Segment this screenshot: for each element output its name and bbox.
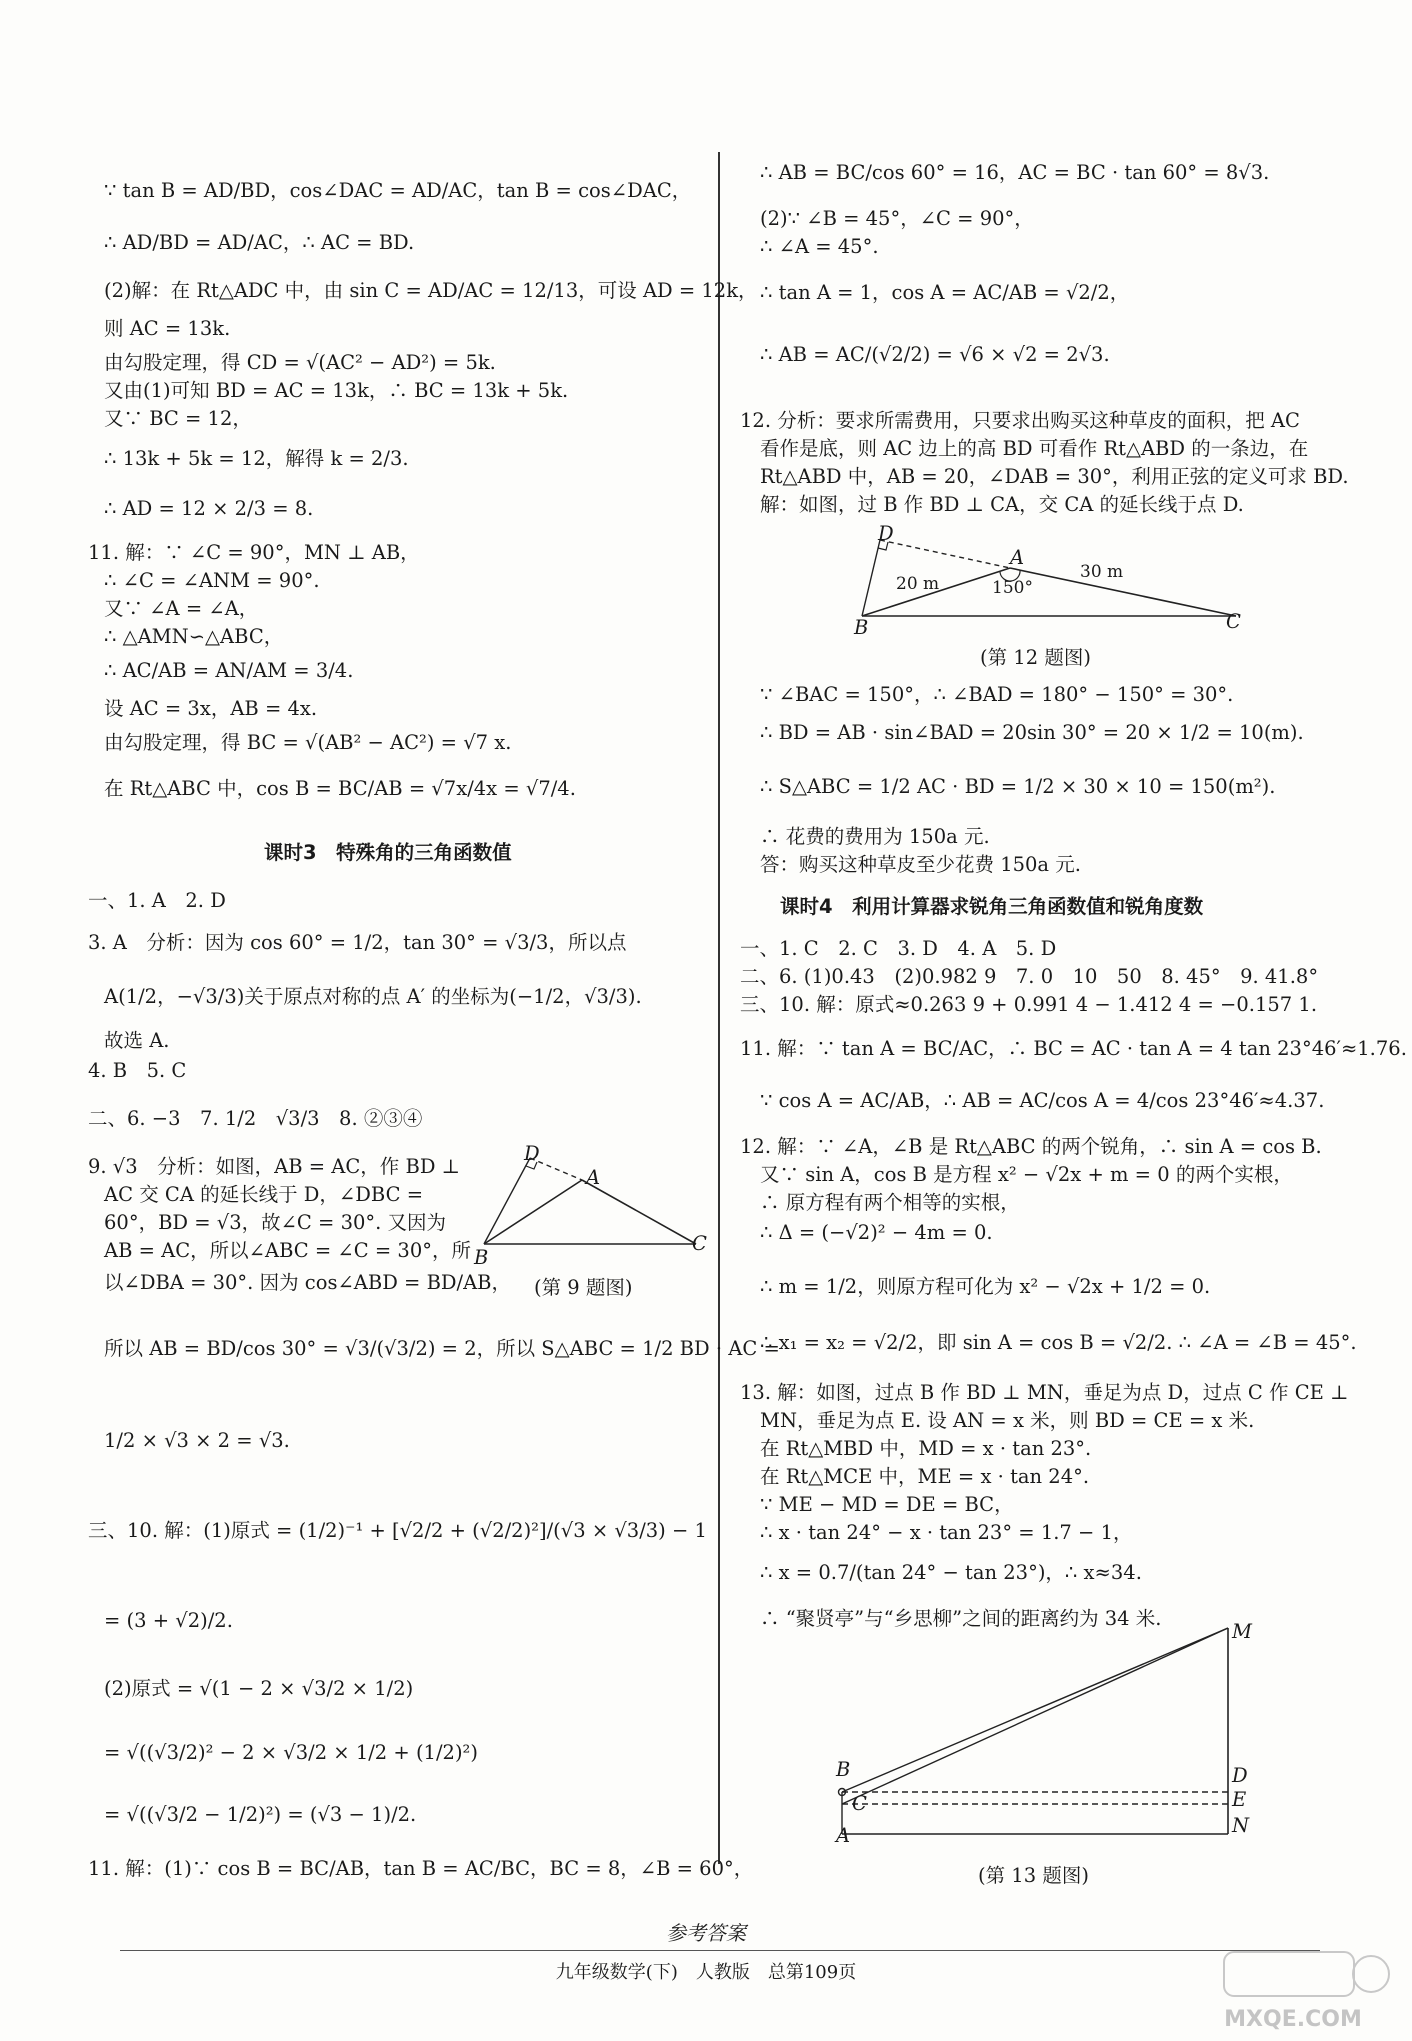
text-line: A(1/2，−√3/3)关于原点对称的点 A′ 的坐标为(−1/2，√3/3). [104,985,642,1008]
figure-13-label-N: N [1232,1814,1250,1837]
text-line: 又∵ BC = 12， [104,407,252,430]
text-line: ∴ AD = 12 × 2/3 = 8. [104,497,314,520]
text-line: = √((√3/2 − 1/2)²) = (√3 − 1)/2. [104,1803,417,1826]
figure-13-diagram [828,1616,1248,1846]
section-title: 课时3 特殊角的三角函数值 [264,841,512,864]
figure-9-label-D: D [524,1142,540,1165]
text-line: ∴ m = 1/2，则原方程可化为 x² − √2x + 1/2 = 0. [760,1275,1211,1298]
watermark-text: MXQE.COM [1224,2007,1362,2032]
text-line: 由勾股定理，得 CD = √(AC² − AD²) = 5k. [104,351,496,374]
text-line: 一、1. C 2. C 3. D 4. A 5. D [740,937,1057,960]
text-line: 60°，BD = √3，故∠C = 30°. 又因为 [104,1211,447,1234]
text-line: ∴ 花费的费用为 150a 元. [760,825,990,848]
figure-12-label-A: A [1010,546,1025,569]
text-line: ∵ ∠BAC = 150°，∴ ∠BAD = 180° − 150° = 30°. [760,683,1234,706]
text-line: 以∠DBA = 30°. 因为 cos∠ABD = BD/AB， [104,1271,512,1294]
text-line: ∴ AD/BD = AD/AC，∴ AC = BD. [104,231,415,254]
text-line: 三、10. 解：(1)原式 = (1/2)⁻¹ + [√2/2 + (√2/2)²]/(√3 × √3/3) − 1 [88,1519,707,1542]
text-line: (2)∵ ∠B = 45°，∠C = 90°， [760,207,1034,230]
text-line: 解：如图，过 B 作 BD ⊥ CA，交 CA 的延长线于点 D. [760,493,1244,516]
text-line: 三、10. 解：原式≈0.263 9 + 0.991 4 − 1.412 4 = −0.157 1. [740,993,1318,1016]
text-line: 4. B 5. C [88,1059,187,1082]
text-line: AB = AC，所以∠ABC = ∠C = 30°，所 [104,1239,471,1262]
text-line: AC 交 CA 的延长线于 D，∠DBC = [104,1183,424,1206]
figure-12-label-D: D [878,522,894,545]
text-line: ∴ x₁ = x₂ = √2/2，即 sin A = cos B = √2/2. ∴ ∠A = ∠B = 45°. [760,1331,1357,1354]
text-line: ∵ tan B = AD/BD，cos∠DAC = AD/AC，tan B = cos∠DAC， [104,179,692,202]
section-title: 课时4 利用计算器求锐角三角函数值和锐角度数 [780,895,1204,918]
figure-12-label-ab: 20 m [896,574,940,594]
text-line: 二、6. −3 7. 1/2 √3/3 8. ②③④ [88,1107,423,1130]
text-line: 则 AC = 13k. [104,317,231,340]
text-line: 又由(1)可知 BD = AC = 13k，∴ BC = 13k + 5k. [104,379,569,402]
text-line: Rt△ABD 中，AB = 20，∠DAB = 30°，利用正弦的定义可求 BD. [760,465,1349,488]
figure-13-label-D: D [1232,1764,1248,1787]
figure-9-label-B: B [474,1246,489,1269]
text-line: ∴ AC/AB = AN/AM = 3/4. [104,659,354,682]
text-line: 又∵ ∠A = ∠A， [104,597,259,620]
text-line: 设 AC = 3x，AB = 4x. [104,697,318,720]
text-line: ∴ 13k + 5k = 12，解得 k = 2/3. [104,447,409,470]
text-line: 在 Rt△MCE 中，ME = x · tan 24°. [760,1465,1090,1488]
text-line: ∴ S△ABC = 1/2 AC · BD = 1/2 × 30 × 10 = 150(m²). [760,775,1276,798]
figure-9-triangle [470,1138,710,1258]
text-line: 二、6. (1)0.43 (2)0.982 9 7. 0 10 50 8. 45° 9. 41.8° [740,965,1319,988]
text-line: ∴ AB = AC/(√2/2) = √6 × √2 = 2√3. [760,343,1110,366]
text-line: ∴ x = 0.7/(tan 24° − tan 23°)，∴ x≈34. [760,1561,1142,1584]
text-line: ∴ “聚贤亭”与“乡思柳”之间的距离约为 34 米. [760,1607,1162,1630]
figure-12-caption: (第 12 题图) [980,646,1091,669]
text-line: ∴ tan A = 1，cos A = AC/AB = √2/2， [760,281,1130,304]
text-line: ∴ 原方程有两个相等的实根， [760,1191,1020,1214]
figure-12-label-B: B [854,616,869,639]
text-line: 看作是底，则 AC 边上的高 BD 可看作 Rt△ABD 的一条边，在 [760,437,1309,460]
text-line: 1/2 × √3 × 2 = √3. [104,1429,290,1452]
text-line: ∴ ∠A = 45°. [760,235,879,258]
text-line: 由勾股定理，得 BC = √(AB² − AC²) = √7 x. [104,731,512,754]
text-line: 答：购买这种草皮至少花费 150a 元. [760,853,1081,876]
footer-title: 参考答案 [666,1921,746,1945]
figure-12-label-ac: 30 m [1080,562,1124,582]
watermark-logo [1188,1946,1398,2034]
text-line: ∴ BD = AB · sin∠BAD = 20sin 30° = 20 × 1/2 = 10(m). [760,721,1304,744]
text-line: ∴ △AMN∽△ABC， [104,625,284,648]
figure-13-label-M: M [1232,1620,1252,1643]
text-line: (2)解：在 Rt△ADC 中，由 sin C = AD/AC = 12/13，可设 AD = 12k， [104,279,758,302]
text-line: (2)原式 = √(1 − 2 × √3/2 × 1/2) [104,1677,414,1700]
text-line: 在 Rt△ABC 中，cos B = BC/AB = √7x/4x = √7/4. [104,777,576,800]
text-line: 故选 A. [104,1029,170,1052]
text-line: 11. 解：∵ ∠C = 90°，MN ⊥ AB， [88,541,420,564]
text-line: ∴ ∠C = ∠ANM = 90°. [104,569,320,592]
figure-13-label-C: C [852,1792,867,1815]
figure-12-label-angle: 150° [992,578,1033,598]
figure-13-label-A: A [836,1824,851,1847]
text-line: ∴ Δ = (−√2)² − 4m = 0. [760,1221,993,1244]
figure-9-caption: (第 9 题图) [534,1276,633,1299]
footer-divider [120,1950,1320,1951]
column-divider [718,152,720,1864]
footer-info: 九年级数学(下) 人教版 总第109页 [555,1962,857,1983]
text-line: 12. 分析：要求所需费用，只要求出购买这种草皮的面积，把 AC [740,409,1300,432]
text-line: 9. √3 分析：如图，AB = AC，作 BD ⊥ [88,1155,460,1178]
text-line: 在 Rt△MBD 中，MD = x · tan 23°. [760,1437,1092,1460]
text-line: ∴ AB = BC/cos 60° = 16，AC = BC · tan 60° = 8√3. [760,161,1270,184]
text-line: 11. 解：(1)∵ cos B = BC/AB，tan B = AC/BC，BC = 8，∠B = 60°， [88,1857,754,1880]
text-line: 11. 解：∵ tan A = BC/AC，∴ BC = AC · tan A = 4 tan 23°46′≈1.76. [740,1037,1407,1060]
figure-12-label-C: C [1226,610,1241,633]
text-line: = (3 + √2)/2. [104,1609,233,1632]
text-line: 3. A 分析：因为 cos 60° = 1/2，tan 30° = √3/3，所以点 [88,931,627,954]
text-line: 所以 AB = BD/cos 30° = √3/(√3/2) = 2，所以 S△ABC = 1/2 BD · AC = [104,1337,780,1360]
figure-9-label-C: C [692,1232,707,1255]
figure-13-label-B: B [836,1758,851,1781]
figure-13-caption: (第 13 题图) [978,1864,1089,1887]
text-line: ∵ ME − MD = DE = BC， [760,1493,1014,1516]
text-line: 13. 解：如图，过点 B 作 BD ⊥ MN，垂足为点 D，过点 C 作 CE ⊥ [740,1381,1349,1404]
text-line: 12. 解：∵ ∠A，∠B 是 Rt△ABC 的两个锐角，∴ sin A = cos B. [740,1135,1322,1158]
text-line: MN，垂足为点 E. 设 AN = x 米，则 BD = CE = x 米. [760,1409,1255,1432]
figure-9-label-A: A [586,1166,601,1189]
text-line: 又∵ sin A，cos B 是方程 x² − √2x + m = 0 的两个实根， [760,1163,1293,1186]
figure-13-label-E: E [1232,1788,1247,1811]
text-line: 一、1. A 2. D [88,889,226,912]
text-line: = √((√3/2)² − 2 × √3/2 × 1/2 + (1/2)²) [104,1741,478,1764]
text-line: ∵ cos A = AC/AB，∴ AB = AC/cos A = 4/cos 23°46′≈4.37. [760,1089,1325,1112]
text-line: ∴ x · tan 24° − x · tan 23° = 1.7 − 1， [760,1521,1133,1544]
